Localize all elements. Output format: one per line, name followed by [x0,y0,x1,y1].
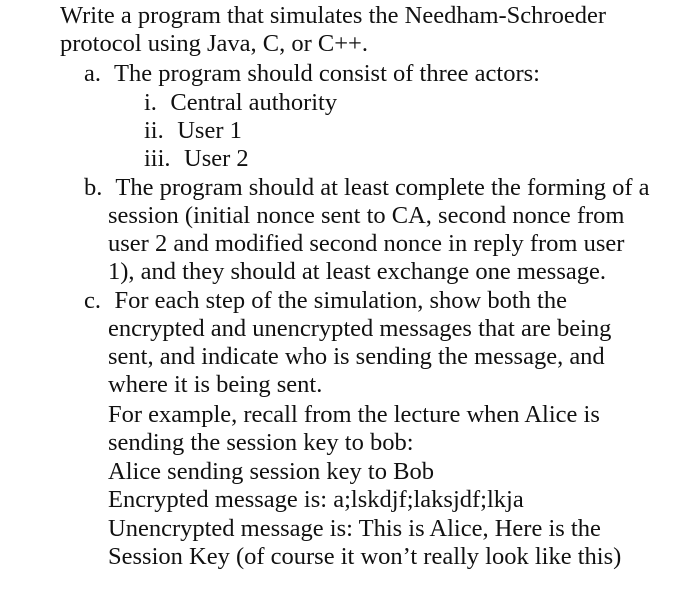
item-continuation: 1), and they should at least exchange one message. [108,258,607,285]
intro-line: Write a program that simulates the Needham-Schroeder [60,2,606,29]
item-marker: a. [84,60,101,87]
sub-item [144,117,242,145]
item-continuation: where it is being sent. [108,371,323,398]
example-line: sending the session key to bob: [108,429,414,456]
item-continuation: encrypted and unencrypted messages that are being [108,315,612,342]
intro-line: protocol using Java, C, or C++. [60,30,368,57]
list-item-b [84,174,649,202]
sub-item-marker: iii. [144,145,171,172]
encrypted-message-line: Encrypted message is: a;lskdjf;laksjdf;lkja [108,486,524,513]
sub-item-text: User 1 [177,117,242,144]
sub-item-marker: i. [144,89,157,116]
item-continuation: sent, and indicate who is sending the message, and [108,343,605,370]
example-line: For example, recall from the lecture when Alice is [108,401,600,428]
item-marker: c. [84,287,101,314]
list-item-c [84,287,567,315]
sub-item [144,145,249,173]
sub-item [144,89,337,117]
item-text: For each step of the simulation, show both the [114,287,567,314]
sub-item-text: Central authority [170,89,338,116]
item-continuation: user 2 and modified second nonce in reply from user [108,230,625,257]
item-continuation: session (initial nonce sent to CA, second nonce from [108,202,625,229]
item-marker: b. [84,174,103,201]
sub-item-text: User 2 [184,145,249,172]
unencrypted-message-line: Unencrypted message is: This is Alice, Here is the [108,515,601,542]
example-line: Alice sending session key to Bob [108,458,434,485]
item-text: The program should consist of three actors: [114,60,540,87]
session-key-line: Session Key (of course it won’t really look like this) [108,543,622,570]
item-text: The program should at least complete the forming of a [115,174,650,201]
sub-item-marker: ii. [144,117,164,144]
list-item-a [84,60,540,88]
